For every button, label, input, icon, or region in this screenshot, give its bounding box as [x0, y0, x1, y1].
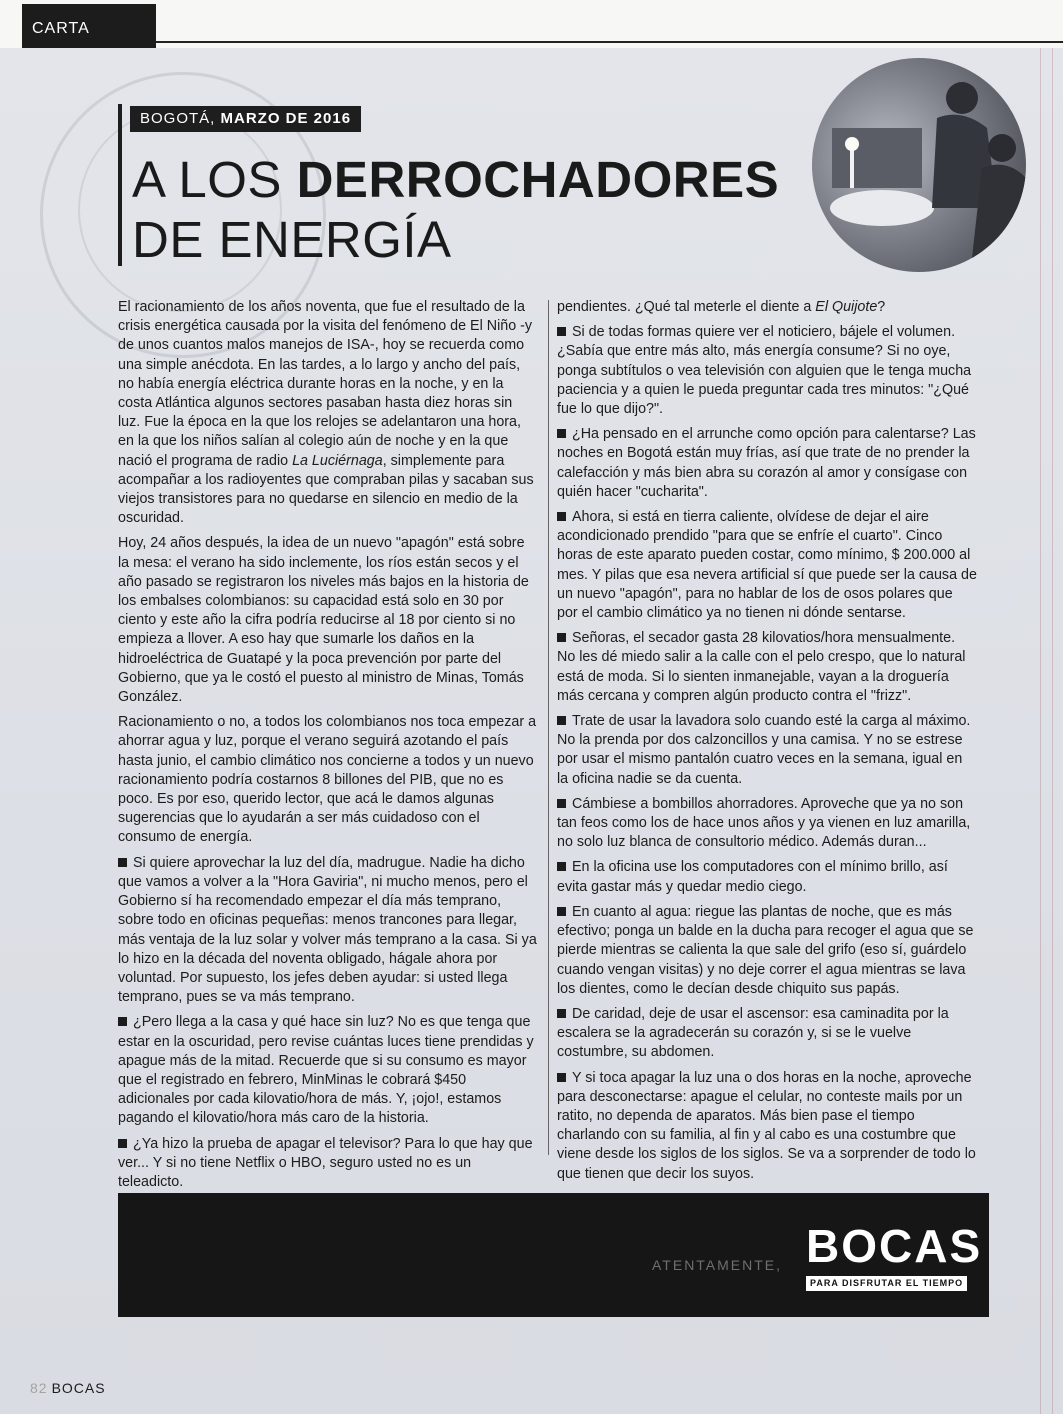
bullet-square-icon [118, 1017, 127, 1026]
bullet-square-icon [557, 512, 566, 521]
bullet-square-icon [118, 1139, 127, 1148]
tip-item: ¿Pero llega a la casa y qué hace sin luz? No es que tenga que estar en la oscuridad, pero revise cuántas luces tiene prendidas y apague más de la mitad. Recuerde que si su consumo es mayor que el registrado en febrero, MinMinas le cobrará $450 adicionales por cada kilovatio/hora de más. Y, ¡ojo!, estamos pagando el kilovatio/hora más caro de la historia. [118, 1014, 534, 1127]
bullet-square-icon [557, 327, 566, 336]
article-column-left [118, 298, 538, 1281]
logo-tagline: PARA DISFRUTAR EL TIEMPO [806, 1276, 967, 1291]
dateline-date: MARZO DE 2016 [220, 110, 352, 127]
tip-item: En la oficina use los computadores con el mínimo brillo, así evita gastar más y quedar medio ciego. [557, 859, 948, 895]
paragraph-intro: El racionamiento de los años noventa, que fue el resultado de la crisis energética causada por la visita del fenómeno de El Niño -y de unos cuantos malos manejos de ISA-, hoy se recuerda como una simple anécdota. En las tardes, a lo largo y ancho del país, no había energía eléctrica durante horas en la noche, y en la costa Atlántica algunos sectores pasaban hasta diez horas sin luz. Fue la época en la que los relojes se adelantaron una hora, en la que los niños salían al colegio aún de noche y en la que nació el programa de radio La Luciérnaga, simplemente para acompañar a los radioyentes que compraban pilas y sacaban sus viejos transistores para no quedarse en silencio en medio de la oscuridad. [118, 299, 534, 527]
margin-line [1040, 48, 1041, 1414]
photo-flame-shape [845, 137, 859, 151]
tip-item: Trate de usar la lavadora solo cuando esté la carga al máximo. No la prenda por dos calzoncillos y una camisa. Y no se estrese por usar el mismo pantalón cuatro veces en la semana, igual en la oficina nadie se da cuenta. [557, 713, 971, 787]
title-accent-bar [118, 104, 122, 266]
paragraph: Racionamiento o no, a todos los colombianos nos toca empezar a ahorrar agua y luz, porque el verano seguirá azotando el país hasta junio, el cambio climático nos concierne a todos y un nuevo racionamiento podría costarnos 8 billones del PIB, que no es poco. Es por eso, querido lector, que acá le damos algunas sugerencias que lo ayudarán a ser más cuidadoso con el consumo de energía. [118, 714, 537, 846]
photo-illustration [812, 58, 1026, 272]
bocas-logo: BOCAS [806, 1220, 983, 1272]
margin-line [1052, 48, 1053, 1414]
title-line1-bold: DERROCHADORES [296, 151, 780, 208]
bullet-square-icon [557, 633, 566, 642]
tip-item: Ahora, si está en tierra caliente, olvídese de dejar el aire acondicionado prendido "para que se enfríe el cuarto". Cinco horas de este aparato pueden costar, como mínimo, $ 200.000 al mes. Y pilas que esa nevera artificial sí que puede ser la causa de un nuevo "apagón", para no hablar de los de osos polares que por el cambio climático ya no tienen ni dónde sentarse. [557, 509, 977, 622]
title-line2: DE ENERGÍA [132, 211, 452, 268]
tip-item: Y si toca apagar la luz una o dos horas en la noche, aproveche para desconectarse: apague el celular, no conteste mails por un ratito, no dependa de aparatos. Más bien pase el tiempo charlando con su familia, al fin y al cabo es una costumbre que viene desde los siglos de los siglos. Se va a sorprender de todo lo que tienen que decir los suyos. [557, 1069, 976, 1182]
tip-item: Señoras, el secador gasta 28 kilovatios/hora mensualmente. No les dé miedo salir a la calle con el pelo crespo, que lo natural está de moda. Si lo sienten inmanejable, vayan a la droguería más cercana y compren algún producto contra el "frizz". [557, 630, 966, 704]
section-tag [22, 4, 156, 48]
paragraph: Hoy, 24 años después, la idea de un nuevo "apagón" está sobre la mesa: el verano ha sido inclemente, los ríos están secos y el año pasado se registraron los niveles más bajos en la historia de los embalses colombianos: su capacidad está solo en 30 por ciento y este año la cifra podría reducirse al 18 por ciento si no empieza a llover. A eso hay que sumarle los daños en la hidroeléctrica de Guatapé y la poca prevención por parte del Gobierno, que ya le costó el puesto al ministro de Minas, Tomás González. [118, 535, 529, 706]
bullet-square-icon [557, 799, 566, 808]
bullet-square-icon [557, 907, 566, 916]
dateline-city: BOGOTÁ, [140, 110, 216, 127]
column-divider [548, 300, 549, 1155]
signature-label: ATENTAMENTE, [652, 1257, 783, 1273]
tip-item: ¿Ya hizo la prueba de apagar el televisor? Para lo que hay que ver... Y si no tiene Netflix o HBO, seguro usted no es un teleadicto. [118, 1135, 533, 1190]
title-line1-light: A LOS [132, 151, 297, 208]
dateline [130, 106, 361, 132]
photo-person2-head [988, 134, 1016, 162]
folio-name: BOCAS [51, 1380, 106, 1396]
section-tag-label: CARTA [32, 20, 90, 37]
page-folio [30, 1380, 106, 1396]
photo-tv-shape [832, 128, 922, 188]
page-number: 82 [30, 1380, 48, 1396]
bullet-square-icon [557, 1009, 566, 1018]
photo-table-shape [830, 190, 934, 226]
photo-family-candlelight-icon [812, 58, 1026, 272]
emphasis: La Luciérnaga [292, 452, 383, 469]
bullet-square-icon [118, 858, 127, 867]
bullet-square-icon [557, 716, 566, 725]
tip-item: Si quiere aprovechar la luz del día, madrugue. Nadie ha dicho que vamos a volver a la "Hora Gaviria", ni mucho menos, pero el Gobierno sí ha recomendado empezar el día más temprano, sobre todo en oficinas pequeñas: menos trancones para llegar, más ventaja de la luz solar y volver más temprano a la casa. Si ya lo hizo en la década del noventa obligado, hágale ahora por voluntad. Por supuesto, los jefes deben ayudar: si usted llega temprano, pues se va más temprano. [118, 854, 537, 1006]
bullet-square-icon [557, 862, 566, 871]
page-title [132, 150, 779, 270]
paragraph-continuation: pendientes. ¿Qué tal meterle el diente a El Quijote? [557, 299, 886, 315]
tip-item: En cuanto al agua: riegue las plantas de noche, que es más efectivo; ponga un balde en la ducha para recoger el agua que se pierde mientras se calienta la que sale del grifo (eso sí, guárdelo cuando vengan visitas) y no deje correr el agua mientras se lava los dientes, como le decían desde chiquito sus papás. [557, 903, 974, 997]
photo-person-head [946, 82, 978, 114]
tip-item: De caridad, deje de usar el ascensor: esa caminadita por la escalera se la agradecerán su corazón y, si se le vuelve costumbre, su abdomen. [557, 1005, 949, 1061]
tip-item: Cámbiese a bombillos ahorradores. Aproveche que ya no son tan feos como los de hace unos años y ya vienen en luz amarilla, no solo luz blanca de consultorio médico. Además duran... [557, 795, 971, 851]
bullet-square-icon [557, 1073, 566, 1082]
top-rule [156, 41, 1063, 43]
photo-candle-shape [850, 148, 854, 188]
tip-item: ¿Ha pensado en el arrunche como opción para calentarse? Las noches en Bogotá están muy frías, así que trate de no prender la calefacción y más bien abra su corazón al amor y consígase con quién hacer "cucharita". [557, 426, 976, 500]
tip-item: Si de todas formas quiere ver el noticiero, bájele el volumen. ¿Sabía que entre más alto, más energía consume? Si no oye, ponga subtítulos o vea televisión con alguien que le tenga mucha paciencia y a quien le pueda preguntar cada tres minutos: "¿Qué fue lo que dijo?". [557, 324, 972, 418]
bullet-square-icon [557, 429, 566, 438]
emphasis: El Quijote [815, 299, 878, 315]
article-column-right [557, 298, 977, 1190]
